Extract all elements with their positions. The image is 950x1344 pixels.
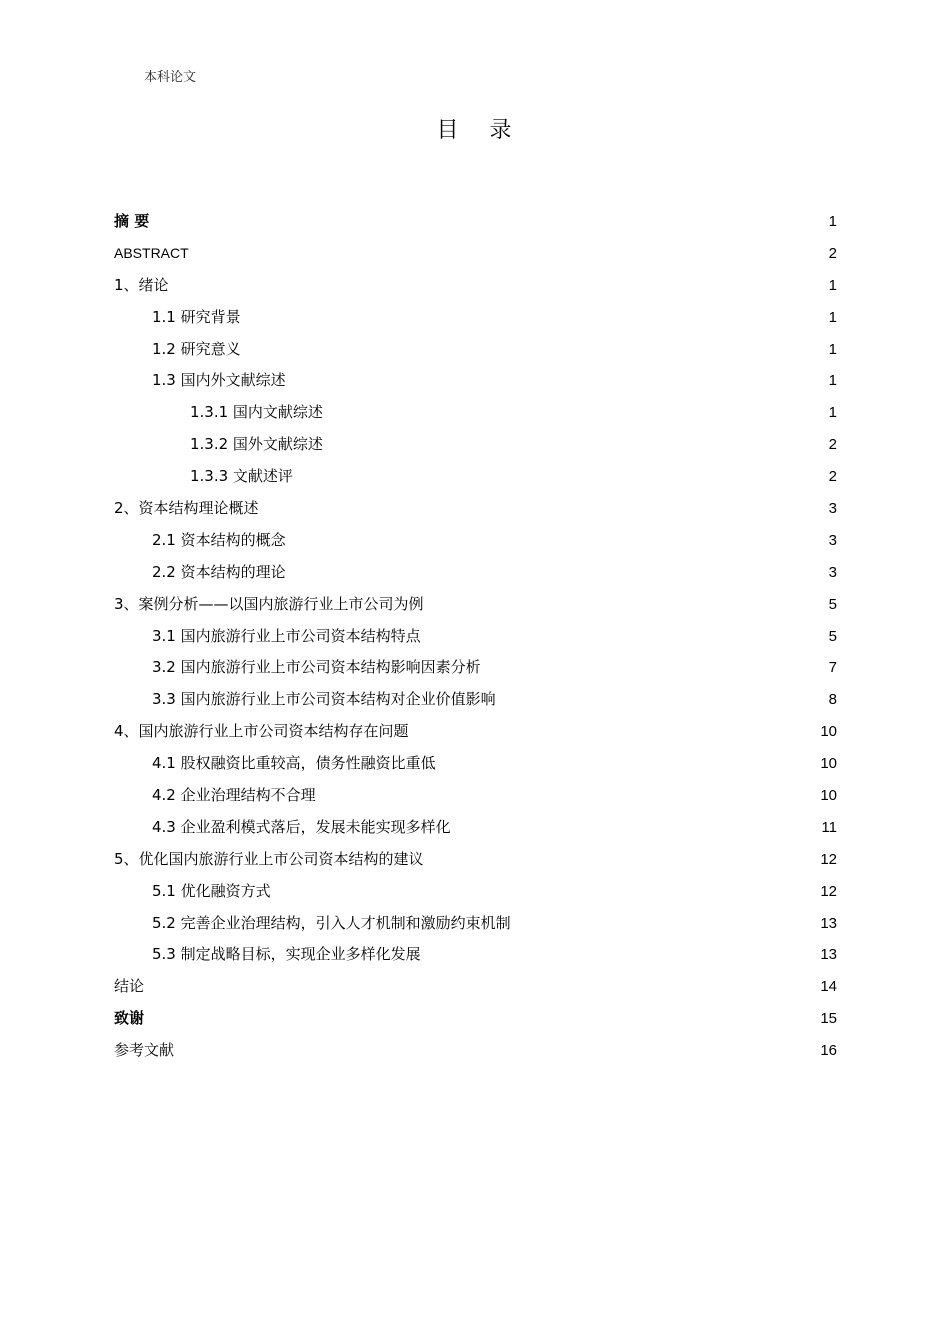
toc-entry[interactable] bbox=[114, 1035, 837, 1067]
toc-entry-label: 2.2 资本结构的理论 bbox=[152, 562, 286, 581]
toc-entry[interactable] bbox=[114, 684, 837, 716]
toc-entry[interactable] bbox=[114, 525, 837, 557]
toc-entry-label: ABSTRACT bbox=[114, 244, 189, 261]
toc-dot-leader bbox=[497, 703, 828, 704]
toc-dot-leader bbox=[422, 640, 828, 641]
toc-entry-page-number: 5 bbox=[828, 627, 837, 645]
toc-entry[interactable] bbox=[114, 876, 837, 908]
toc-entry-page-number: 2 bbox=[828, 436, 837, 454]
toc-entry-label: 3.3 国内旅游行业上市公司资本结构对企业价值影响 bbox=[152, 690, 496, 709]
toc-entry-label: 4.1 股权融资比重较高，债务性融资比重低 bbox=[152, 754, 436, 773]
toc-entry-page-number: 1 bbox=[828, 213, 837, 230]
toc-entry[interactable] bbox=[114, 971, 837, 1003]
toc-entry[interactable] bbox=[114, 334, 837, 366]
toc-entry-label: 3.2 国内旅游行业上市公司资本结构影响因素分析 bbox=[152, 658, 481, 677]
toc-entry-label: 2、资本结构理论概述 bbox=[114, 499, 259, 518]
toc-entry[interactable] bbox=[114, 939, 837, 971]
toc-entry-page-number: 2 bbox=[828, 468, 837, 486]
toc-dot-leader bbox=[422, 958, 820, 959]
toc-entry-page-number: 1 bbox=[828, 276, 837, 294]
toc-dot-leader bbox=[145, 990, 819, 991]
toc-entry-page-number: 10 bbox=[820, 723, 837, 741]
toc-entry[interactable] bbox=[114, 908, 837, 940]
toc-entry[interactable] bbox=[114, 397, 837, 429]
toc-entry-label: 摘 要 bbox=[114, 212, 150, 230]
toc-dot-leader bbox=[175, 1054, 819, 1055]
toc-entry[interactable] bbox=[114, 652, 837, 684]
toc-entry-label: 4.2 企业治理结构不合理 bbox=[152, 786, 316, 805]
toc-entry-page-number: 14 bbox=[820, 978, 837, 996]
toc-dot-leader bbox=[287, 544, 828, 545]
toc-dot-leader bbox=[324, 448, 828, 449]
toc-entry-page-number: 2 bbox=[828, 244, 837, 262]
toc-entry-label: 致谢 bbox=[114, 1009, 145, 1028]
toc-entry-label: 1.2 研究意义 bbox=[152, 339, 241, 358]
toc-entry[interactable] bbox=[114, 461, 837, 493]
toc-entry-page-number: 11 bbox=[821, 818, 837, 836]
page-title: 目 录 bbox=[436, 118, 524, 143]
toc-dot-leader bbox=[287, 384, 828, 385]
page-header: 本科论文 bbox=[144, 70, 197, 85]
toc-entry-label: 4、国内旅游行业上市公司资本结构存在问题 bbox=[114, 722, 409, 741]
toc-dot-leader bbox=[425, 608, 828, 609]
toc-entry-page-number: 10 bbox=[820, 787, 837, 805]
toc-entry-page-number: 10 bbox=[820, 755, 837, 773]
toc-dot-leader bbox=[260, 512, 828, 513]
table-of-contents bbox=[114, 206, 837, 1067]
toc-entry[interactable] bbox=[114, 589, 837, 621]
toc-dot-leader bbox=[425, 863, 820, 864]
toc-entry[interactable] bbox=[114, 302, 837, 334]
toc-entry[interactable] bbox=[114, 812, 837, 844]
toc-entry-label: 4.3 企业盈利模式落后，发展未能实现多样化 bbox=[152, 817, 451, 836]
toc-dot-leader bbox=[317, 799, 820, 800]
toc-entry-page-number: 3 bbox=[828, 531, 837, 549]
toc-entry-label: 结论 bbox=[114, 977, 145, 996]
toc-entry[interactable] bbox=[114, 493, 837, 525]
toc-entry[interactable] bbox=[114, 716, 837, 748]
toc-dot-leader bbox=[170, 289, 828, 290]
toc-dot-leader bbox=[452, 831, 821, 832]
toc-entry-label: 1.3 国内外文献综述 bbox=[152, 371, 286, 390]
toc-entry-label: 3、案例分析——以国内旅游行业上市公司为例 bbox=[114, 594, 424, 613]
toc-entry-label: 1、绪论 bbox=[114, 275, 169, 294]
toc-entry-page-number: 1 bbox=[828, 340, 837, 358]
toc-entry-label: 1.3.3 文献述评 bbox=[190, 467, 293, 486]
toc-entry-page-number: 7 bbox=[828, 659, 837, 677]
toc-entry-label: 2.1 资本结构的概念 bbox=[152, 530, 286, 549]
toc-entry-label: 参考文献 bbox=[114, 1041, 175, 1060]
toc-dot-leader bbox=[150, 225, 827, 226]
toc-entry[interactable] bbox=[114, 365, 837, 397]
toc-dot-leader bbox=[190, 257, 828, 258]
toc-entry-page-number: 3 bbox=[828, 563, 837, 581]
toc-dot-leader bbox=[242, 321, 828, 322]
toc-entry-label: 5.2 完善企业治理结构，引入人才机制和激励约束机制 bbox=[152, 913, 511, 932]
toc-dot-leader bbox=[272, 895, 820, 896]
toc-entry-label: 1.3.1 国内文献综述 bbox=[190, 403, 323, 422]
toc-entry-label: 1.1 研究背景 bbox=[152, 307, 241, 326]
toc-entry-page-number: 5 bbox=[828, 595, 837, 613]
toc-entry-page-number: 15 bbox=[820, 1010, 837, 1028]
toc-entry[interactable] bbox=[114, 238, 837, 270]
toc-entry-page-number: 1 bbox=[828, 404, 837, 422]
toc-entry-page-number: 3 bbox=[828, 500, 837, 518]
toc-entry-label: 1.3.2 国外文献综述 bbox=[190, 435, 323, 454]
toc-entry[interactable] bbox=[114, 1003, 837, 1035]
toc-entry[interactable] bbox=[114, 621, 837, 653]
toc-dot-leader bbox=[410, 735, 820, 736]
toc-dot-leader bbox=[145, 1022, 819, 1023]
toc-entry-page-number: 1 bbox=[828, 308, 837, 326]
toc-entry-page-number: 16 bbox=[820, 1042, 837, 1060]
toc-dot-leader bbox=[512, 927, 820, 928]
toc-entry-label: 5.3 制定战略目标，实现企业多样化发展 bbox=[152, 945, 421, 964]
toc-dot-leader bbox=[324, 416, 828, 417]
toc-entry-page-number: 13 bbox=[820, 946, 837, 964]
toc-entry-label: 5.1 优化融资方式 bbox=[152, 881, 271, 900]
toc-entry-page-number: 8 bbox=[828, 691, 837, 709]
toc-entry-label: 3.1 国内旅游行业上市公司资本结构特点 bbox=[152, 626, 421, 645]
toc-entry[interactable] bbox=[114, 748, 837, 780]
toc-entry[interactable] bbox=[114, 206, 837, 238]
toc-entry[interactable] bbox=[114, 780, 837, 812]
toc-entry[interactable] bbox=[114, 429, 837, 461]
toc-dot-leader bbox=[482, 671, 828, 672]
toc-entry-page-number: 13 bbox=[820, 914, 837, 932]
toc-entry-page-number: 12 bbox=[820, 882, 837, 900]
toc-dot-leader bbox=[294, 480, 828, 481]
toc-entry-label: 5、优化国内旅游行业上市公司资本结构的建议 bbox=[114, 849, 424, 868]
toc-entry[interactable] bbox=[114, 557, 837, 589]
toc-entry[interactable] bbox=[114, 844, 837, 876]
toc-dot-leader bbox=[437, 767, 820, 768]
toc-dot-leader bbox=[287, 576, 828, 577]
toc-entry-page-number: 1 bbox=[828, 372, 837, 390]
toc-entry-page-number: 12 bbox=[820, 850, 837, 868]
toc-entry[interactable] bbox=[114, 270, 837, 302]
toc-dot-leader bbox=[242, 353, 828, 354]
